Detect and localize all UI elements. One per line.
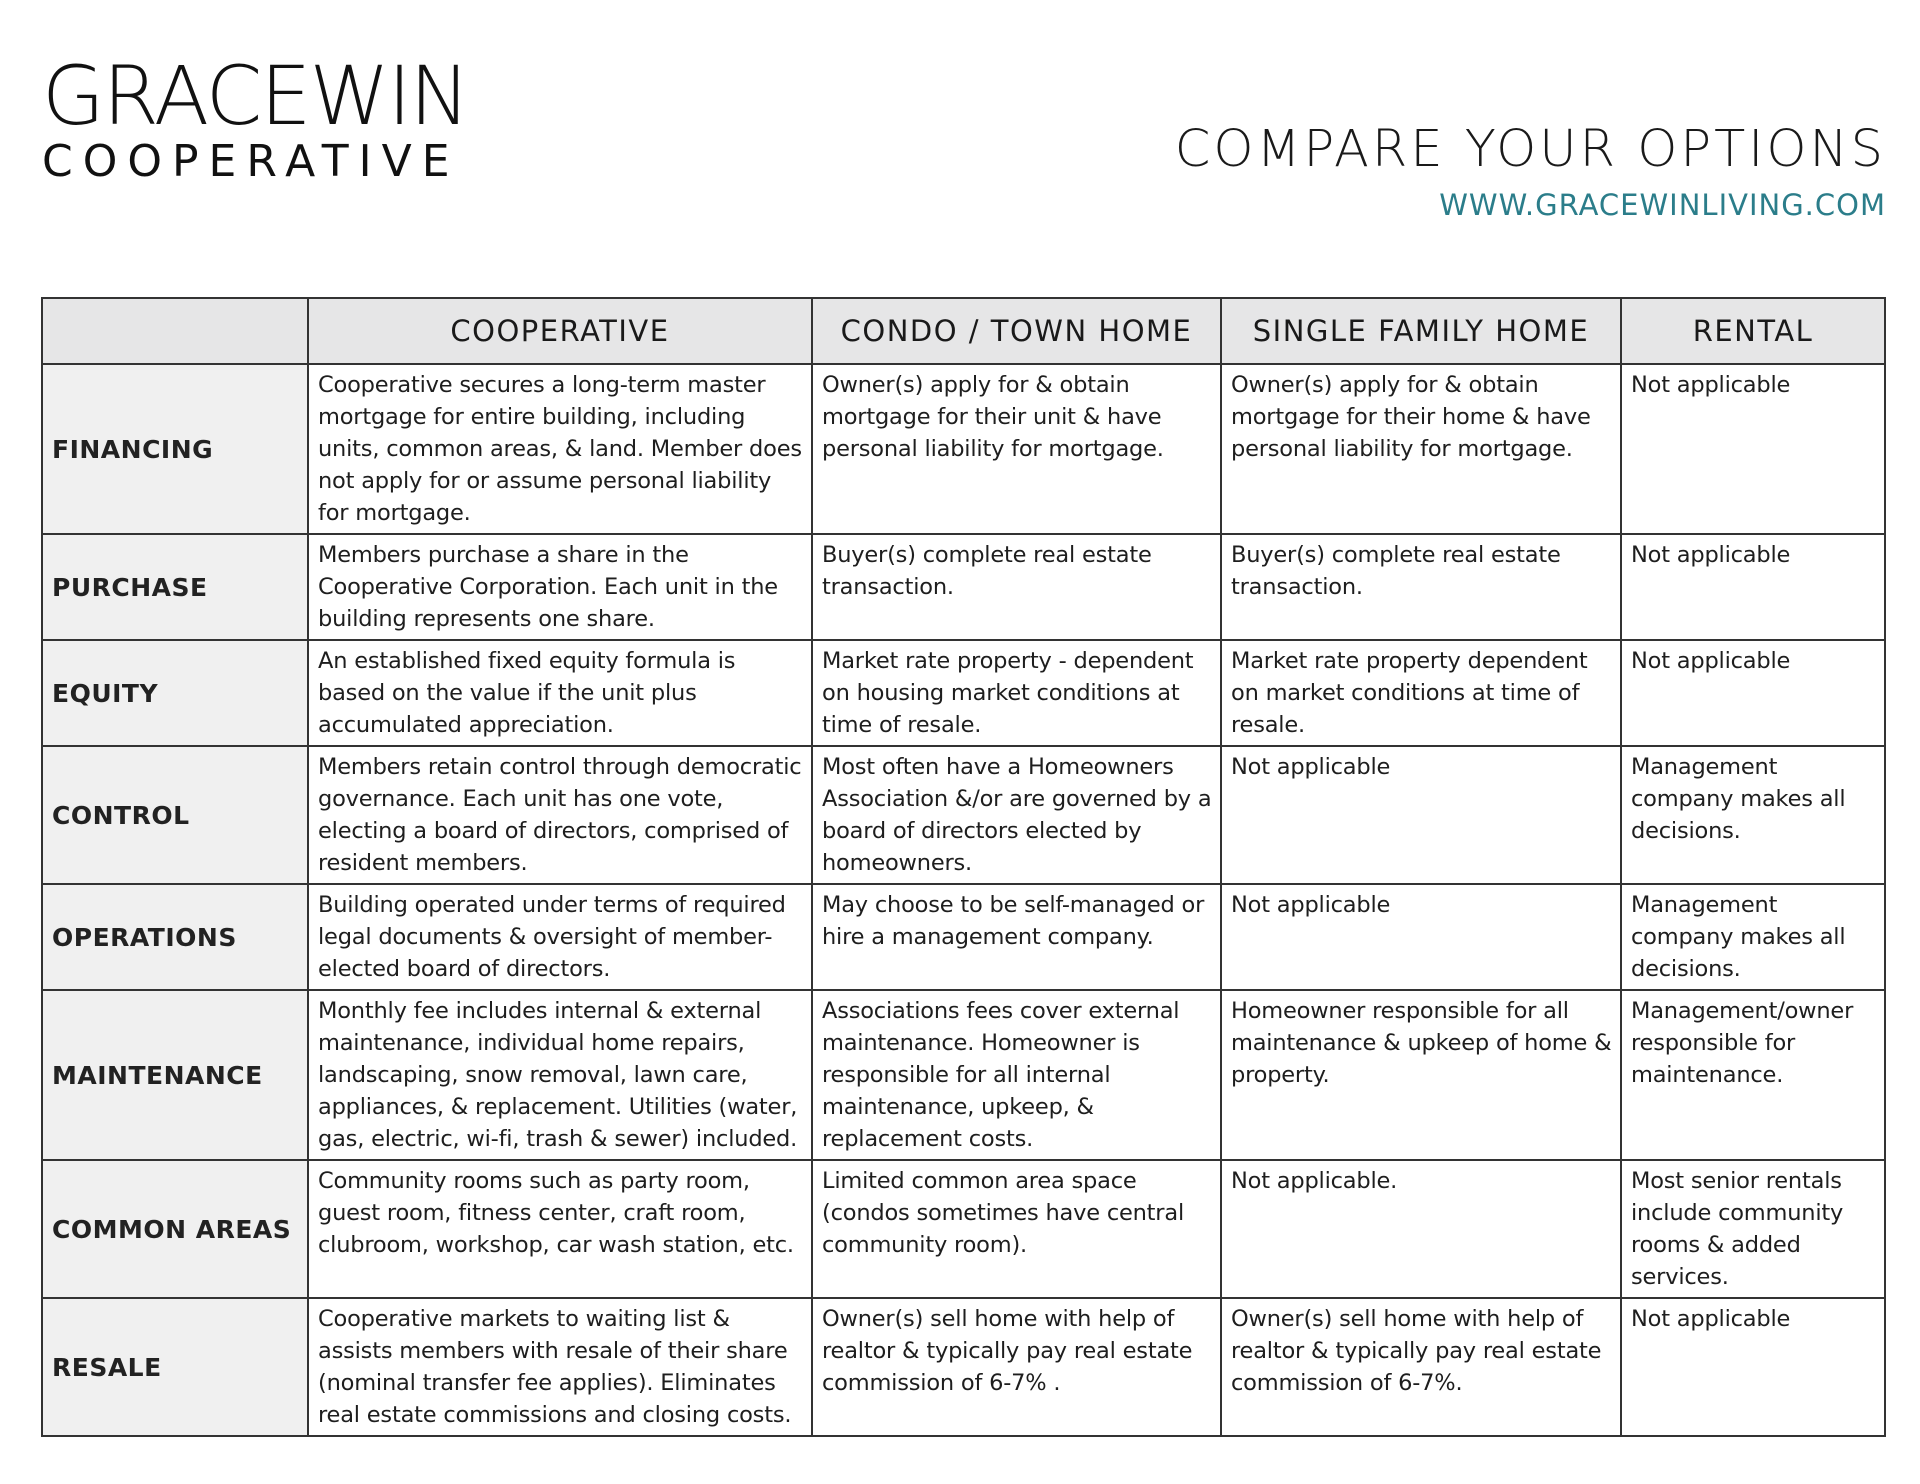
table-cell: Not applicable bbox=[1621, 364, 1885, 534]
table-row bbox=[42, 1298, 1885, 1436]
table-cell: Management company makes all decisions. bbox=[1621, 746, 1885, 884]
table-cell: Market rate property - dependent on housing market conditions at time of resale. bbox=[812, 640, 1221, 746]
table-cell: Owner(s) sell home with help of realtor & typically pay real estate commission of 6-7% . bbox=[812, 1298, 1221, 1436]
column-header-single-family: SINGLE FAMILY HOME bbox=[1221, 298, 1621, 364]
column-header-condo: CONDO / TOWN HOME bbox=[812, 298, 1221, 364]
table-cell: An established fixed equity formula is based on the value if the unit plus accumulated appreciation. bbox=[308, 640, 812, 746]
table-cell: Limited common area space (condos sometimes have central community room). bbox=[812, 1160, 1221, 1298]
column-header-cooperative: COOPERATIVE bbox=[308, 298, 812, 364]
table-cell: Members retain control through democratic governance. Each unit has one vote, electing a board of directors, comprised of resident members. bbox=[308, 746, 812, 884]
table-header-row bbox=[42, 298, 1885, 364]
table-cell: Not applicable bbox=[1221, 746, 1621, 884]
table-cell: May choose to be self-managed or hire a management company. bbox=[812, 884, 1221, 990]
column-header-rental: RENTAL bbox=[1621, 298, 1885, 364]
table-row bbox=[42, 990, 1885, 1160]
table-cell: Buyer(s) complete real estate transaction. bbox=[1221, 534, 1621, 640]
table-row bbox=[42, 364, 1885, 534]
row-label-financing: FINANCING bbox=[42, 364, 308, 534]
row-label-resale: RESALE bbox=[42, 1298, 308, 1436]
table-cell: Buyer(s) complete real estate transaction. bbox=[812, 534, 1221, 640]
table-cell: Market rate property dependent on market conditions at time of resale. bbox=[1221, 640, 1621, 746]
table-cell: Cooperative secures a long-term master mortgage for entire building, including units, common areas, & land. Member does not apply for or assume personal liability for mortgage. bbox=[308, 364, 812, 534]
table-cell: Cooperative markets to waiting list & assists members with resale of their share (nominal transfer fee applies). Eliminates real estate commissions and closing costs. bbox=[308, 1298, 812, 1436]
column-header-corner bbox=[42, 298, 308, 364]
table-cell: Management company makes all decisions. bbox=[1621, 884, 1885, 990]
gracewin-logo bbox=[42, 50, 482, 187]
table-cell: Management/owner responsible for maintenance. bbox=[1621, 990, 1885, 1160]
table-cell: Owner(s) apply for & obtain mortgage for their unit & have personal liability for mortgage. bbox=[812, 364, 1221, 534]
table-cell: Members purchase a share in the Cooperative Corporation. Each unit in the building represents one share. bbox=[308, 534, 812, 640]
table-cell: Not applicable. bbox=[1221, 1160, 1621, 1298]
row-label-common-areas: COMMON AREAS bbox=[42, 1160, 308, 1298]
table-cell: Community rooms such as party room, guest room, fitness center, craft room, clubroom, workshop, car wash station, etc. bbox=[308, 1160, 812, 1298]
table-row bbox=[42, 534, 1885, 640]
row-label-maintenance: MAINTENANCE bbox=[42, 990, 308, 1160]
row-label-operations: OPERATIONS bbox=[42, 884, 308, 990]
table-cell: Most often have a Homeowners Association &/or are governed by a board of directors elected by homeowners. bbox=[812, 746, 1221, 884]
row-label-purchase: PURCHASE bbox=[42, 534, 308, 640]
table-row bbox=[42, 746, 1885, 884]
table-cell: Building operated under terms of required legal documents & oversight of member-elected board of directors. bbox=[308, 884, 812, 990]
table-cell: Associations fees cover external maintenance. Homeowner is responsible for all internal maintenance, upkeep, & replacement costs. bbox=[812, 990, 1221, 1160]
table-cell: Owner(s) apply for & obtain mortgage for their home & have personal liability for mortgage. bbox=[1221, 364, 1621, 534]
logo-name: GRACEWIN bbox=[42, 50, 469, 144]
table-cell: Homeowner responsible for all maintenance & upkeep of home & property. bbox=[1221, 990, 1621, 1160]
table-cell: Owner(s) sell home with help of realtor & typically pay real estate commission of 6-7%. bbox=[1221, 1298, 1621, 1436]
table-row bbox=[42, 640, 1885, 746]
comparison-table bbox=[41, 297, 1886, 1437]
logo-subtitle: COOPERATIVE bbox=[42, 136, 460, 187]
page-title: COMPARE YOUR OPTIONS bbox=[1174, 120, 1886, 179]
table-cell: Not applicable bbox=[1621, 640, 1885, 746]
table-cell: Not applicable bbox=[1621, 534, 1885, 640]
website-url[interactable]: WWW.GRACEWINLIVING.COM bbox=[1439, 188, 1886, 222]
table-row bbox=[42, 884, 1885, 990]
header-title-block bbox=[1175, 120, 1886, 224]
table-cell: Not applicable bbox=[1621, 1298, 1885, 1436]
row-label-equity: EQUITY bbox=[42, 640, 308, 746]
table-cell: Monthly fee includes internal & external maintenance, individual home repairs, landscaping, snow removal, lawn care, appliances, & replacement. Utilities (water, gas, electric, wi-fi, trash & sewer) included. bbox=[308, 990, 812, 1160]
table-row bbox=[42, 1160, 1885, 1298]
table-cell: Most senior rentals include community rooms & added services. bbox=[1621, 1160, 1885, 1298]
row-label-control: CONTROL bbox=[42, 746, 308, 884]
table-cell: Not applicable bbox=[1221, 884, 1621, 990]
